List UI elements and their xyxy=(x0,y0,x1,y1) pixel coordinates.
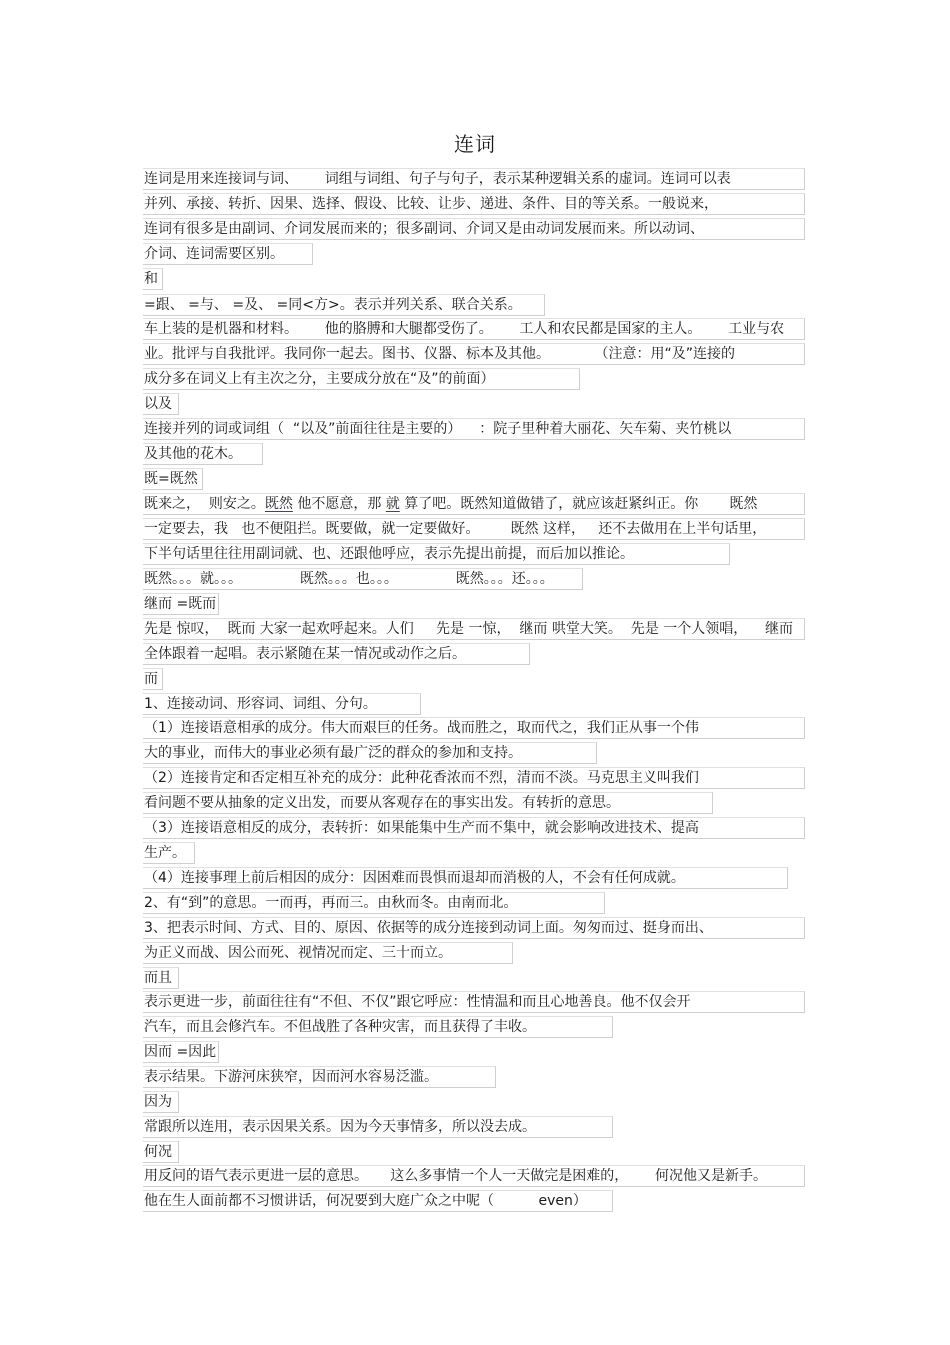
underlined-word: 就 xyxy=(385,496,400,512)
text-line: 连词是用来连接词与词、 词组与词组、句子与句子，表示某种逻辑关系的虚词。连词可以表 xyxy=(143,168,805,190)
section-heading: 因而 =因此 xyxy=(143,1041,219,1063)
text-line: 大的事业，而伟大的事业必须有最广泛的群众的参加和支持。 xyxy=(143,742,597,764)
section-heading: 和 xyxy=(143,268,163,290)
underlined-word: 既然 xyxy=(264,496,293,512)
text-line: （1）连接语意相承的成分。伟大而艰巨的任务。战而胜之，取而代之，我们正从事一个伟 xyxy=(143,717,805,739)
section-heading: 而且 xyxy=(143,967,179,989)
text-line: 车上装的是机器和材料。 他的胳膊和大腿都受伤了。 工人和农民都是国家的主人。 工业与农 xyxy=(143,318,805,340)
text-run: 算了吧。既然知道做错了，就应该赶紧纠正。你 既然 xyxy=(399,496,758,512)
text-line: 及其他的花木。 xyxy=(143,443,263,465)
text-line: 3、把表示时间、方式、目的、原因、依据等的成分连接到动词上面。匆匆而过、挺身而出、 xyxy=(143,917,805,939)
text-line: 2、有“到”的意思。一而再，再而三。由秋而冬。由南而北。 xyxy=(143,892,605,914)
text-line: 他在生人面前都不习惯讲话，何况要到大庭广众之中呢（ even） xyxy=(143,1190,613,1212)
text-line: 并列、承接、转折、因果、选择、假设、比较、让步、递进、条件、目的等关系。一般说来， xyxy=(143,193,805,215)
text-line: （3）连接语意相反的成分，表转折：如果能集中生产而不集中，就会影响改进技术、提高 xyxy=(143,817,805,839)
text-line: （4）连接事理上前后相因的成分：因困难而畏惧而退却而消极的人，不会有任何成就。 xyxy=(143,867,788,889)
text-line: 介词、连词需要区别。 xyxy=(143,243,313,265)
section-heading: 而 xyxy=(143,668,163,690)
text-line xyxy=(143,493,805,515)
text-line: 下半句话里往往用副词就、也、还跟他呼应，表示先提出前提，而后加以推论。 xyxy=(143,543,730,565)
text-line: 表示结果。下游河床狭窄，因而河水容易泛滥。 xyxy=(143,1066,496,1088)
text-line: 为正义而战、因公而死、视情况而定、三十而立。 xyxy=(143,942,513,964)
text-line: 连词有很多是由副词、介词发展而来的；很多副词、介词又是由动词发展而来。所以动词、 xyxy=(143,218,805,240)
text-line: 全体跟着一起唱。表示紧随在某一情况或动作之后。 xyxy=(143,643,530,665)
section-heading: 继而 =既而 xyxy=(143,593,219,615)
text-line: 业。批评与自我批评。我同你一起去。图书、仪器、标本及其他。 （注意：用“及”连接的 xyxy=(143,343,805,365)
text-line: 表示更进一步，前面往往有“不但、不仅”跟它呼应：性情温和而且心地善良。他不仅会开 xyxy=(143,991,805,1013)
text-line: 先是 惊叹， 既而 大家一起欢呼起来。人们 先是 一惊， 继而 哄堂大笑。 先是 一个人领唱， 继而 xyxy=(143,618,805,640)
text-line: =跟、 =与、 =及、 =同<方>。表示并列关系、联合关系。 xyxy=(143,294,545,316)
text-line: 常跟所以连用，表示因果关系。因为今天事情多，所以没去成。 xyxy=(143,1116,613,1138)
text-line: 一定要去，我 也不便阻拦。既要做，就一定要做好。 既然 这样， 还不去做用在上半句话里， xyxy=(143,518,805,540)
section-heading: 既=既然 xyxy=(143,468,203,490)
section-heading: 何况 xyxy=(143,1141,179,1163)
section-heading: 以及 xyxy=(143,393,179,415)
text-run: 他不愿意，那 xyxy=(292,496,386,512)
document-title: 连词 xyxy=(454,132,496,156)
text-line: 成分多在词义上有主次之分，主要成分放在“及”的前面） xyxy=(143,368,580,390)
section-heading: 因为 xyxy=(143,1091,179,1113)
text-line: 看问题不要从抽象的定义出发，而要从客观存在的事实出发。有转折的意思。 xyxy=(143,792,713,814)
text-line: （2）连接肯定和否定相互补充的成分：此种花香浓而不烈，清而不淡。马克思主义叫我们 xyxy=(143,767,805,789)
text-line: 连接并列的词或词组（ “以及”前面往往是主要的） ：院子里种着大丽花、矢车菊、夹竹桃以 xyxy=(143,418,805,440)
text-line: 1、连接动词、形容词、词组、分句。 xyxy=(143,693,421,715)
text-line: 生产。 xyxy=(143,842,195,864)
text-line: 用反问的语气表示更进一层的意思。 这么多事情一个人一天做完是困难的， 何况他又是新手。 xyxy=(143,1165,805,1187)
text-line: 既然。。。就。。。 既然。。。也。。。 既然。。。还。。。 xyxy=(143,568,583,590)
text-run: 既来之， 则安之。 xyxy=(144,496,265,512)
text-line: 汽车，而且会修汽车。不但战胜了各种灾害，而且获得了丰收。 xyxy=(143,1016,613,1038)
